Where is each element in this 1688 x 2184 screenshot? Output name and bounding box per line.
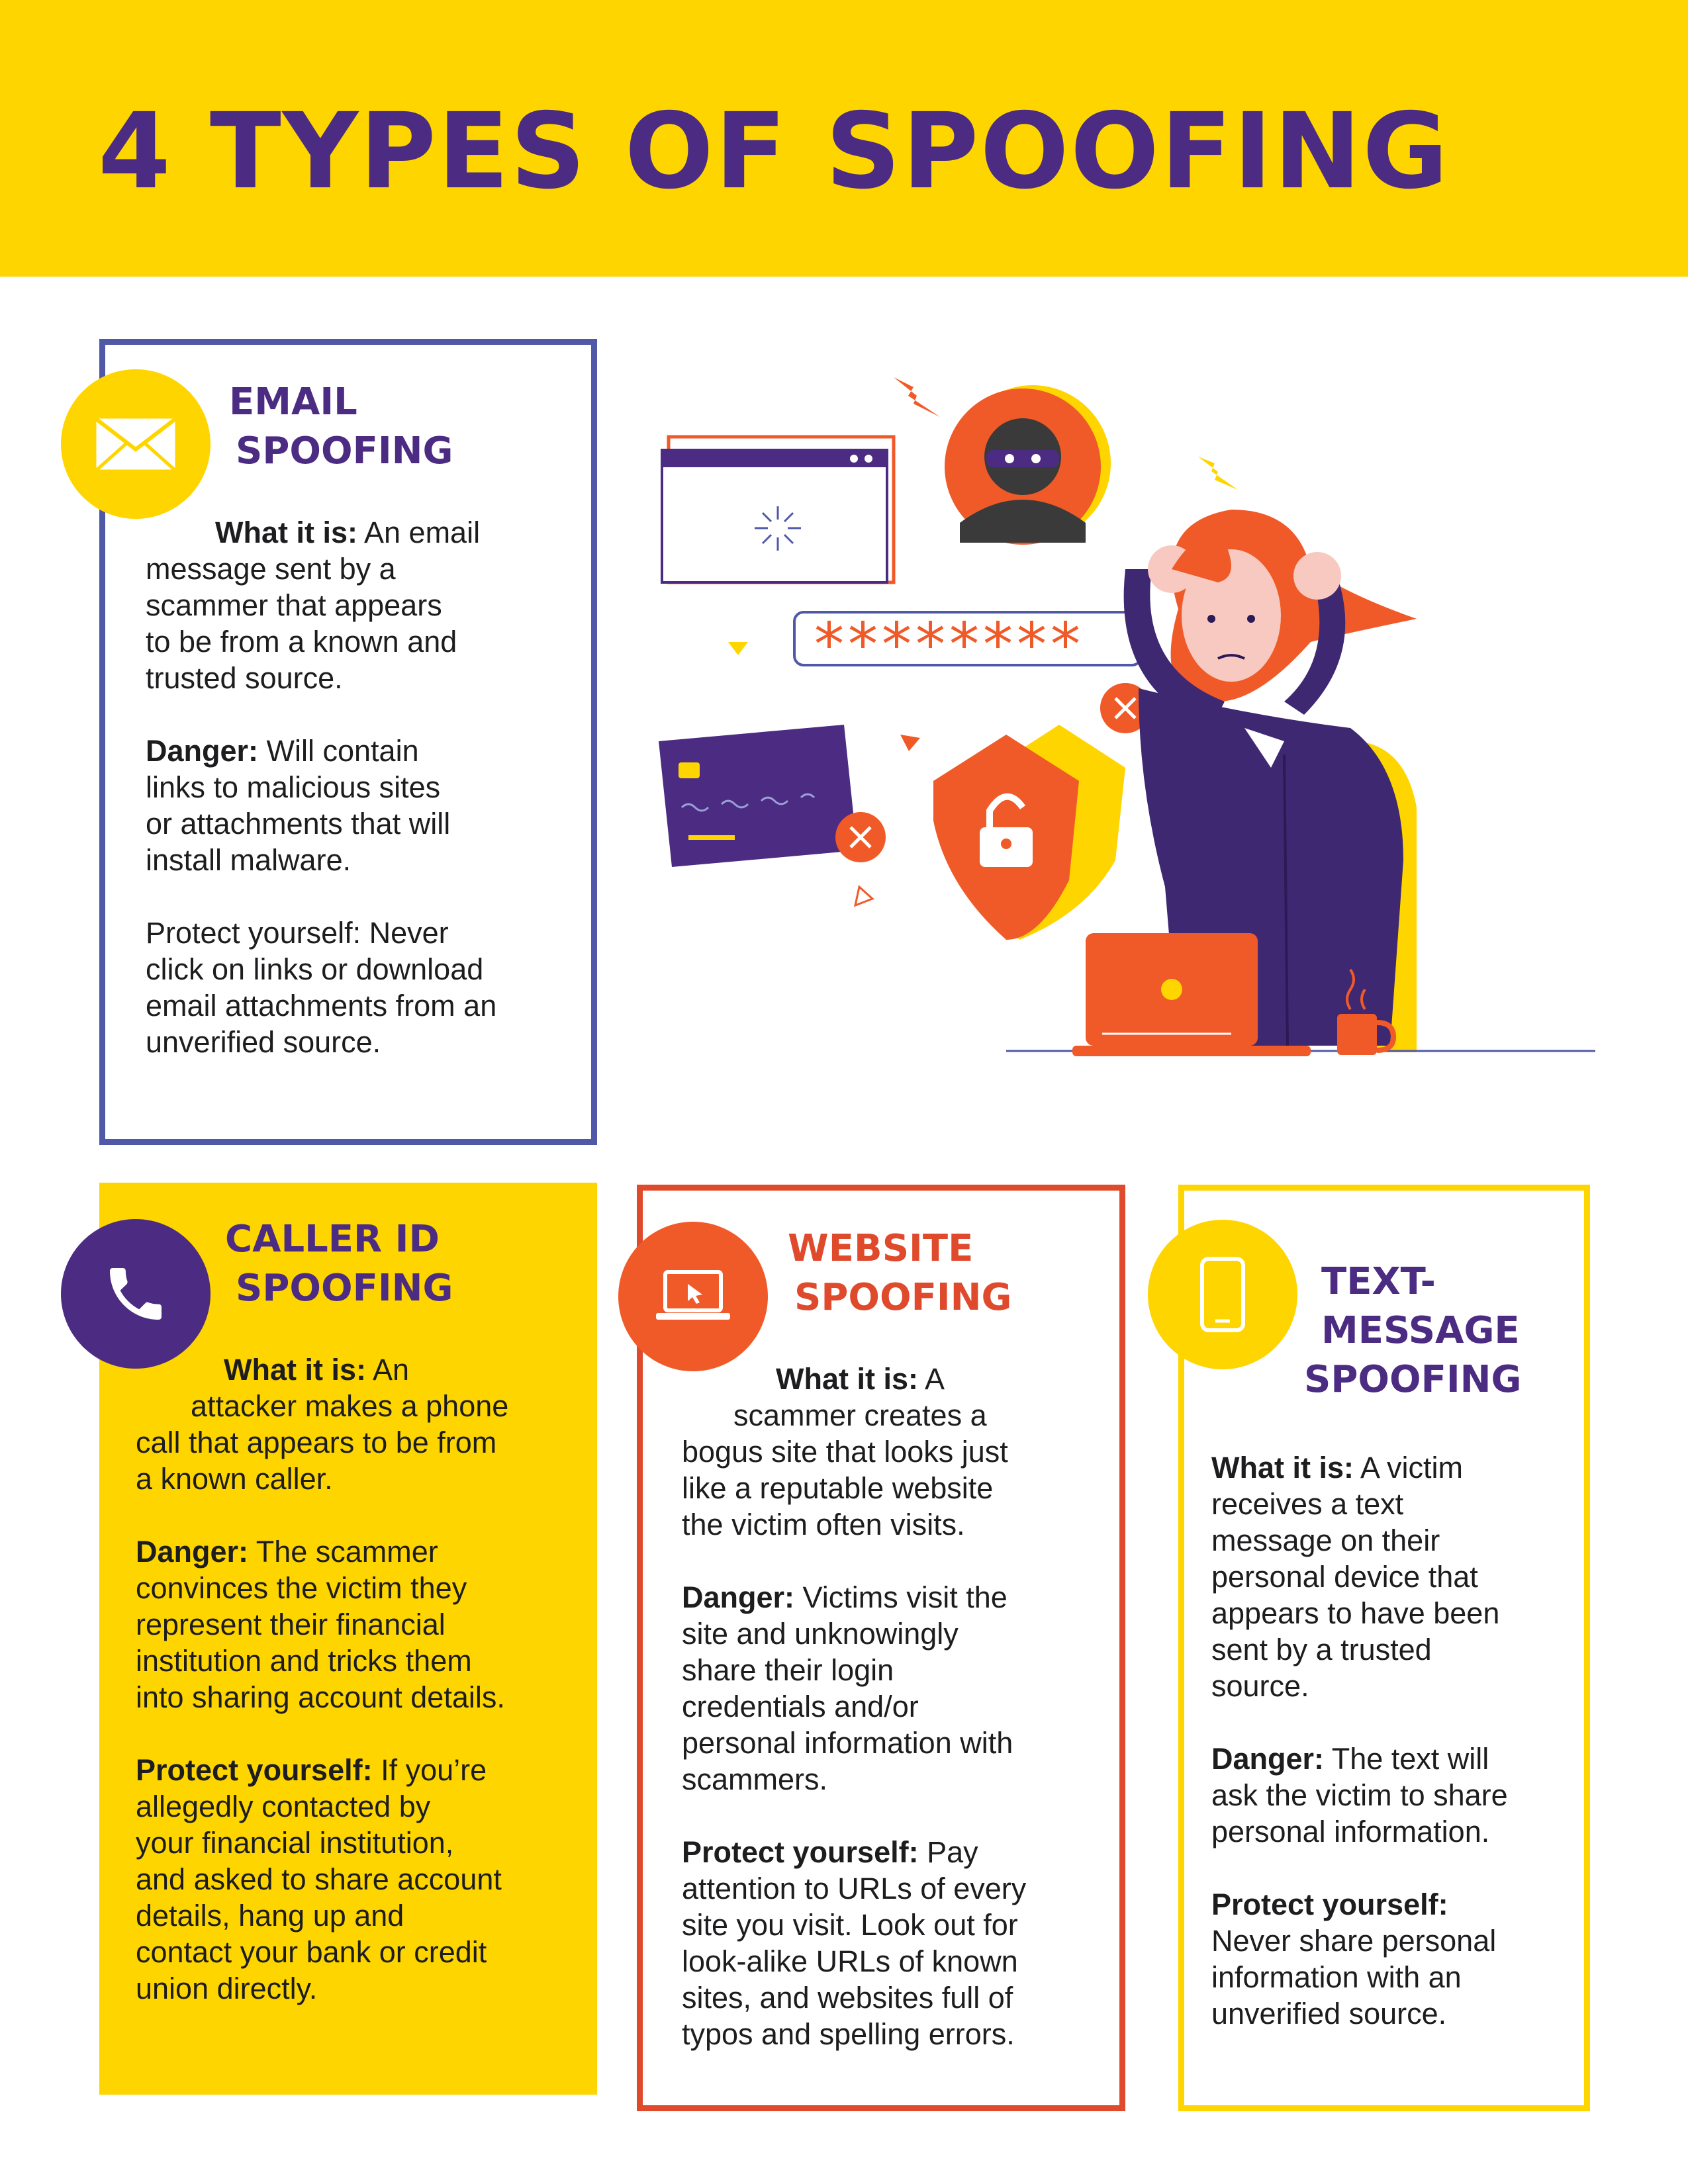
password-field-graphic (794, 610, 1150, 733)
email-protect-text: Protect yourself: Never click on links or download email attachments from an unverified source. (146, 916, 497, 1059)
text-danger-text: The text will (1324, 1742, 1489, 1776)
email-danger-label: Danger: (146, 734, 259, 768)
laptop-icon (653, 1267, 733, 1326)
website-protect-rest: attention to URLs of every site you visit. Look out for look-alike URLs of known sites, and websites full of typos and spelling errors. (682, 1872, 1027, 2051)
website-what-text: A (917, 1362, 945, 1396)
text-message-badge (1148, 1220, 1297, 1369)
caller-what-text: An (365, 1353, 410, 1387)
caller-danger-line1 (136, 1533, 438, 1570)
email-badge (61, 369, 211, 519)
page-title: 4 TYPES OF SPOOFING (98, 91, 1450, 212)
browser-window-graphic (662, 437, 894, 582)
password-mask-text: ******** (814, 610, 1084, 680)
caller-protect-rest: allegedly contacted by your financial institution, and asked to share account details, hang up and contact your bank or credit union directly. (136, 1790, 502, 2005)
email-danger-text: Will contain (258, 734, 419, 768)
email-heading-line2: SPOOFING (236, 430, 453, 473)
envelope-icon (93, 415, 179, 473)
text-message-heading-line2: MESSAGE (1321, 1309, 1520, 1352)
text-danger-rest: ask the victim to share personal information. (1211, 1778, 1508, 1848)
website-what-rest2: bogus site that looks just like a reputable website the victim often visits. (682, 1435, 1008, 1541)
website-what-label: What it is: (776, 1362, 918, 1396)
email-what-rest: message sent by a scammer that appears to be from a known and trusted source. (146, 552, 457, 695)
text-danger-label: Danger: (1211, 1742, 1325, 1776)
caller-what-line1 (224, 1351, 409, 1388)
caller-id-badge (61, 1219, 211, 1369)
caller-danger-label: Danger: (136, 1535, 249, 1569)
text-protect-line1 (1211, 1886, 1448, 1923)
unlocked-shield-graphic (933, 725, 1125, 940)
website-what-rest: scammer creates a (733, 1398, 987, 1432)
email-what-label: What it is: (215, 516, 357, 549)
spoofing-illustration (649, 357, 1602, 1092)
text-what-text: A victim (1353, 1451, 1464, 1484)
text-message-heading-line3: SPOOFING (1304, 1358, 1522, 1401)
text-what-rest: receives a text message on their personal device that appears to have been sent by a trusted source. (1211, 1487, 1500, 1703)
text-message-heading-line1: TEXT- (1321, 1260, 1436, 1303)
website-what-line1 (776, 1361, 945, 1397)
lightning-icon (1198, 457, 1238, 490)
text-what-line1 (1211, 1449, 1463, 1486)
caller-danger-rest: convinces the victim they represent their financial institution and tricks them into sharing account details. (136, 1571, 505, 1714)
hacker-avatar (945, 385, 1111, 545)
website-badge (618, 1222, 768, 1371)
website-protect-line1 (682, 1834, 978, 1870)
website-danger-text: Victims visit the (794, 1580, 1008, 1614)
caller-id-heading-line1: CALLER ID (225, 1218, 440, 1261)
phone-icon (101, 1259, 170, 1328)
website-protect-label: Protect yourself: (682, 1835, 919, 1869)
caller-id-heading-line2: SPOOFING (236, 1267, 453, 1310)
website-heading-line1: WEBSITE (788, 1227, 974, 1270)
caller-protect-text: If you’re (372, 1753, 487, 1787)
text-protect-rest: Never share personal information with an unverified source. (1211, 1924, 1497, 2030)
caller-what-rest2: call that appears to be from a known caller. (136, 1426, 497, 1496)
text-what-label: What it is: (1211, 1451, 1354, 1484)
caller-protect-label: Protect yourself: (136, 1753, 373, 1787)
email-danger-rest: links to malicious sites or attachments that will install malware. (146, 770, 451, 877)
email-danger-line1 (146, 733, 419, 769)
caller-what-label: What it is: (224, 1353, 366, 1387)
email-what-line1 (215, 514, 480, 551)
email-what-text: An email (357, 516, 481, 549)
caller-protect-line1 (136, 1752, 487, 1788)
website-danger-rest: site and unknowingly share their login credentials and/or personal information with scammers. (682, 1617, 1013, 1796)
credit-card-graphic (659, 725, 886, 867)
website-protect-text: Pay (918, 1835, 978, 1869)
smartphone-icon (1199, 1256, 1246, 1333)
caller-what-rest: attacker makes a phone (191, 1389, 509, 1423)
text-danger-line1 (1211, 1741, 1489, 1777)
email-heading-line1: EMAIL (229, 381, 357, 424)
text-protect-label: Protect yourself: (1211, 1888, 1448, 1921)
caller-danger-text: The scammer (248, 1535, 438, 1569)
website-danger-label: Danger: (682, 1580, 795, 1614)
lightning-icon (894, 377, 940, 417)
website-danger-line1 (682, 1579, 1008, 1615)
website-heading-line2: SPOOFING (794, 1276, 1012, 1319)
